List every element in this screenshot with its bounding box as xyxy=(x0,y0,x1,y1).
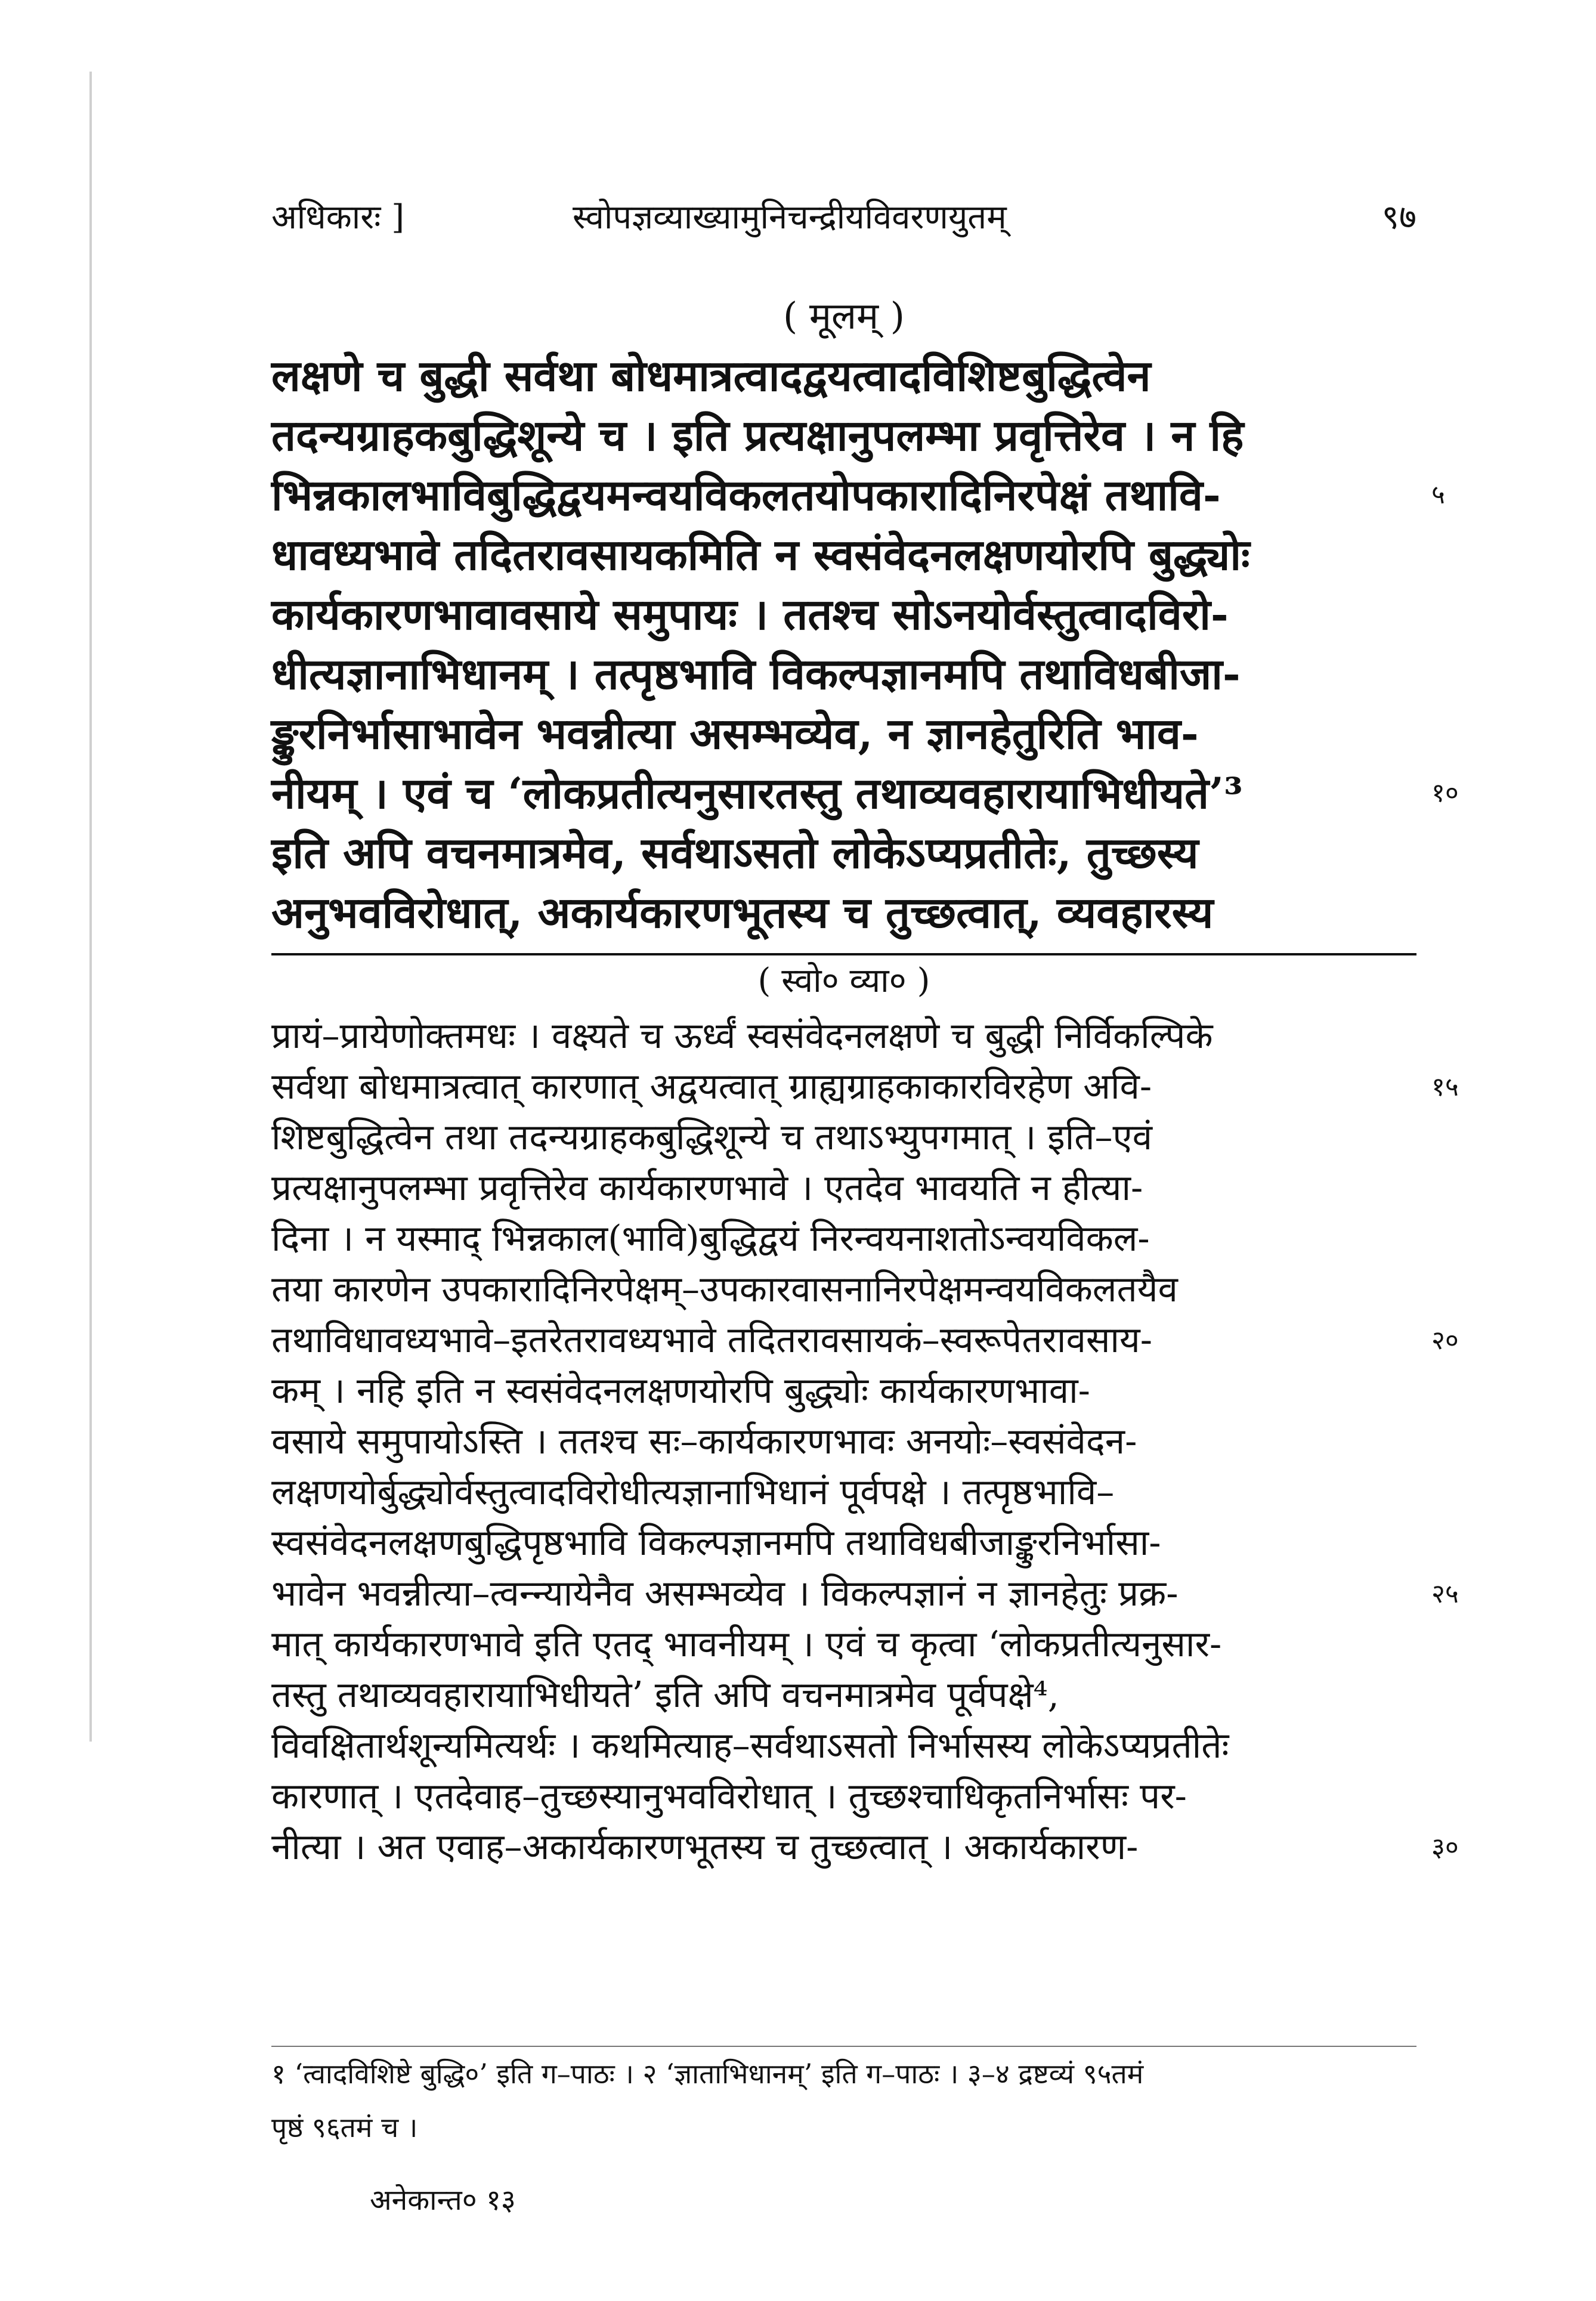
line-text: तस्तु तथाव्यवहारायाभिधीयते’ इति अपि वचनमात्रमेव पूर्वपक्षे⁴, xyxy=(271,1674,1059,1716)
line-text: कारणात् । एतदेवाह–तुच्छस्यानुभवविरोधात् । तुच्छश्चाधिकृतनिर्भासः पर- xyxy=(271,1776,1187,1817)
line-number: २५ xyxy=(1431,1579,1459,1609)
line-number: ३० xyxy=(1431,1832,1459,1863)
vyakhya-line xyxy=(271,1822,1459,1873)
vyakhya-line xyxy=(271,1771,1416,1822)
vyakhya-line xyxy=(271,1366,1416,1417)
line-text: शिष्टबुद्धित्वेन तथा तदन्यग्राहकबुद्धिशून्ये च तथाऽभ्युपगमात् । इति–एवं xyxy=(271,1117,1153,1158)
mula-heading: ( मूलम् ) xyxy=(783,294,905,338)
line-text: तया कारणेन उपकारादिनिरपेक्षम्–उपकारवासनानिरपेक्षमन्वयविकलतयैव xyxy=(271,1269,1178,1310)
running-header xyxy=(271,194,1416,248)
line-text: कम् । नहि इति न स्वसंवेदनलक्षणयोरपि बुद्ध्योः कार्यकारणभावा- xyxy=(271,1370,1090,1412)
line-text: भिन्नकालभाविबुद्धिद्वयमन्वयविकलतयोपकारादिनिरपेक्षं तथावि- xyxy=(271,469,1221,520)
line-text: सर्वथा बोधमात्रत्वात् कारणात् अद्वयत्वात् ग्राह्यग्राहकाकारविरहेण अवि- xyxy=(271,1066,1152,1108)
line-text: प्रायं–प्रायेणोक्तमधः । वक्ष्यते च ऊर्ध्वं स्वसंवेदनलक्षणे च बुद्धी निर्विकल्पिके xyxy=(271,1015,1213,1057)
mula-line xyxy=(271,525,1416,584)
page-number: ९७ xyxy=(1381,198,1416,237)
line-text: भावेन भवन्नीत्या–त्वन्न्यायेनैव असम्भव्येव । विकल्पज्ञानं न ज्ञानहेतुः प्रक्र- xyxy=(271,1573,1179,1615)
footnote-line-2: पृष्ठं ९६तमं च । xyxy=(271,2111,418,2144)
vyakhya-line xyxy=(271,1721,1416,1771)
line-text: ङ्कुरनिर्भासाभावेन भवन्नीत्या असम्भव्येव, न ज्ञानहेतुरिति भाव- xyxy=(271,708,1199,759)
signature-mark: अनेकान्त० १३ xyxy=(370,2184,516,2217)
line-number: २० xyxy=(1431,1325,1459,1356)
mula-line xyxy=(271,823,1416,883)
line-text: वसाये समुपायोऽस्ति । ततश्च सः–कार्यकारणभावः अनयोः–स्वसंवेदन- xyxy=(271,1421,1137,1462)
vyakhya-line xyxy=(271,1619,1416,1670)
line-text: तदन्यग्राहकबुद्धिशून्ये च । इति प्रत्यक्षानुपलम्भा प्रवृत्तिरेव । न हि xyxy=(271,410,1244,460)
line-text: नीत्या । अत एवाह–अकार्यकारणभूतस्य च तुच्छत्वात् । अकार्यकारण- xyxy=(271,1826,1139,1868)
header-title: स्वोपज्ञव्याख्यामुनिचन्द्रीयविवरणयुतम् xyxy=(573,198,1007,237)
line-text: नीयम् । एवं च ‘लोकप्रतीत्यनुसारतस्तु तथाव्यवहारायाभिधीयते’³ xyxy=(271,768,1243,818)
line-text: धीत्यज्ञानाभिधानम् । तत्पृष्ठभावि विकल्पज्ञानमपि तथाविधबीजा- xyxy=(271,648,1241,699)
vyakhya-line xyxy=(271,1467,1416,1518)
header-section-label: अधिकारः ] xyxy=(271,198,405,237)
mula-line xyxy=(271,465,1445,525)
line-text: विवक्षितार्थशून्यमित्यर्थः । कथमित्याह–सर्वथाऽसतो निर्भासस्य लोकेऽप्यप्रतीतेः xyxy=(271,1725,1229,1767)
line-text: धावध्यभावे तदितरावसायकमिति न स्वसंवेदनलक्षणयोरपि बुद्ध्योः xyxy=(271,529,1250,580)
vyakhya-line xyxy=(271,1163,1416,1214)
line-text: कार्यकारणभावावसाये समुपायः । ततश्च सोऽनयोर्वस्तुत्वादविरो- xyxy=(271,589,1229,639)
line-text: इति अपि वचनमात्रमेव, सर्वथाऽसतो लोकेऽप्यप्रतीतेः, तुच्छस्य xyxy=(271,827,1199,878)
vyakhya-line xyxy=(271,1011,1416,1062)
mula-line xyxy=(271,763,1459,823)
mula-line xyxy=(271,883,1416,942)
line-text: प्रत्यक्षानुपलम्भा प्रवृत्तिरेव कार्यकारणभावे । एतदेव भावयति न हीत्या- xyxy=(271,1167,1143,1209)
line-text: स्वसंवेदनलक्षणबुद्धिपृष्ठभावि विकल्पज्ञानमपि तथाविधबीजाङ्कुरनिर्भासा- xyxy=(271,1522,1161,1564)
vyakhya-line xyxy=(271,1112,1416,1163)
mula-line xyxy=(271,644,1416,704)
vyakhya-line xyxy=(271,1264,1416,1315)
line-text: तथाविधावध्यभावे–इतरेतरावध्यभावे तदितरावसायकं–स्वरूपेतरावसाय- xyxy=(271,1319,1153,1361)
vyakhya-line xyxy=(271,1670,1416,1721)
vyakhya-line xyxy=(271,1315,1459,1366)
mula-line xyxy=(271,704,1416,763)
vyakhya-line xyxy=(271,1518,1416,1569)
line-text: लक्षणे च बुद्धी सर्वथा बोधमात्रत्वादद्वयत्वादविशिष्टबुद्धित्वेन xyxy=(271,350,1151,401)
vyakhya-heading: ( स्वो० व्या० ) xyxy=(757,961,930,1000)
vyakhya-line xyxy=(271,1214,1416,1264)
mula-line xyxy=(271,406,1416,465)
line-text: लक्षणयोर्बुद्ध्योर्वस्तुत्वादविरोधीत्यज्ञानाभिधानं पूर्वपक्षे । तत्पृष्ठभावि– xyxy=(271,1471,1115,1513)
vyakhya-text-block xyxy=(271,1011,1459,1873)
line-number: १५ xyxy=(1431,1072,1459,1102)
vyakhya-line xyxy=(271,1569,1459,1619)
line-number: ५ xyxy=(1431,480,1445,510)
section-divider xyxy=(271,953,1416,955)
mula-line xyxy=(271,346,1416,406)
page-edge-shadow xyxy=(89,72,92,1742)
footnote-divider xyxy=(271,2046,1416,2047)
line-text: दिना । न यस्माद् भिन्नकाल(भावि)बुद्धिद्वयं निरन्वयनाशतोऽन्वयविकल- xyxy=(271,1218,1150,1260)
line-number: १० xyxy=(1431,778,1459,808)
mula-text-block xyxy=(271,346,1459,942)
vyakhya-line xyxy=(271,1417,1416,1467)
line-text: मात् कार्यकारणभावे इति एतद् भावनीयम् । एवं च कृत्वा ‘लोकप्रतीत्यनुसार- xyxy=(271,1623,1222,1665)
vyakhya-line xyxy=(271,1062,1459,1112)
footnote-line-1: १ ‘त्वादविशिष्टे बुद्धि०’ इति ग–पाठः । २ ‘ज्ञाताभिधानम्’ इति ग–पाठः । ३–४ द्रष्टव्यं ९५तमं xyxy=(271,2058,1144,2090)
mula-line xyxy=(271,584,1416,644)
line-text: अनुभवविरोधात्, अकार्यकारणभूतस्य च तुच्छत्वात्, व्यवहारस्य xyxy=(271,887,1214,938)
